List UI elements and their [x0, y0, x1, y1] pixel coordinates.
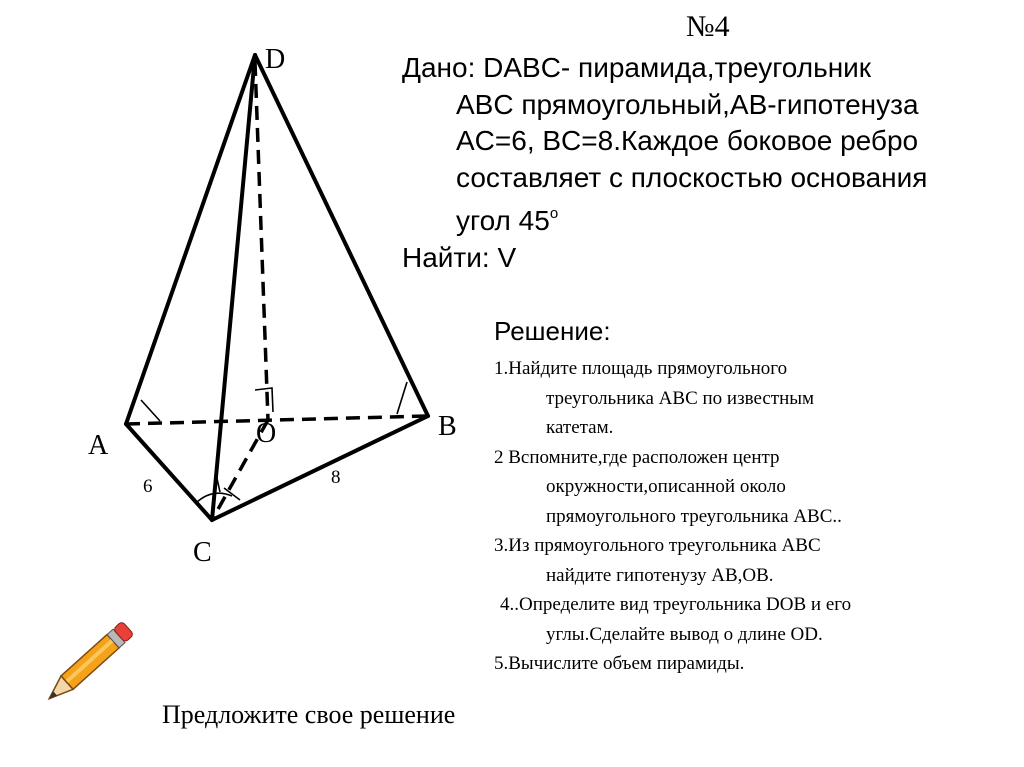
step-4-cont-1: углы.Сделайте вывод о длине OD. — [546, 623, 823, 645]
edge-label-AC: 6 — [143, 476, 153, 497]
angle-mark-B — [397, 382, 407, 414]
solution-title: Решение: — [494, 316, 611, 346]
edge-BC — [212, 416, 428, 520]
right-angle-mark-O — [255, 388, 273, 412]
edge-DA — [126, 55, 255, 424]
given-line-2: ABC прямоугольный,AB-гипотенуза — [456, 88, 919, 120]
given-line-3: AC=6, BC=8.Каждое боковое ребро — [456, 125, 919, 156]
given-angle-text: угол 45 — [456, 205, 550, 236]
height-DO — [255, 62, 268, 420]
point-label-O: O — [256, 418, 277, 449]
step-2: 2 Вспомните,где расположен центр — [494, 446, 780, 468]
pencil-icon — [43, 621, 134, 705]
step-3: 3.Из прямоугольного треугольника ABC — [494, 535, 821, 556]
footer-prompt: Предложите свое решение — [162, 700, 456, 729]
vertex-label-D: D — [265, 44, 286, 75]
given-line-4: составляет с плоскостью основания — [456, 161, 928, 193]
step-1: 1.Найдите площадь прямоугольного — [494, 358, 788, 379]
step-2-cont-1: окружности,описанной около — [546, 476, 786, 497]
given-block — [402, 50, 927, 276]
step-3-cont-1: найдите гипотенузу AB,OB. — [546, 564, 774, 586]
find-line: Найти: V — [402, 241, 517, 273]
given-line-1: Дано: DABC- пирамида,треугольник — [402, 52, 872, 83]
step-5: 5.Вычислите объем пирамиды. — [494, 653, 745, 674]
degree-superscript: о — [549, 205, 559, 222]
vertex-label-B: B — [438, 411, 457, 442]
edge-DC — [212, 55, 255, 520]
step-1-cont-1: треугольника ABC по известным — [546, 387, 815, 409]
edge-AB-hidden — [126, 416, 428, 424]
problem-number: №4 — [686, 10, 730, 43]
edge-label-BC: 8 — [331, 467, 341, 488]
edge-AC — [126, 424, 212, 520]
vertex-label-A: A — [88, 430, 109, 461]
step-4: 4..Определите вид треугольника DOB и его — [500, 594, 852, 615]
angle-mark-A — [141, 400, 160, 421]
vertex-label-C: C — [193, 537, 212, 568]
given-line-5 — [402, 196, 927, 240]
solution-steps — [494, 354, 851, 679]
step-1-cont-2: катетам. — [546, 417, 614, 438]
step-2-cont-2: прямоугольного треугольника ABC.. — [546, 505, 842, 527]
